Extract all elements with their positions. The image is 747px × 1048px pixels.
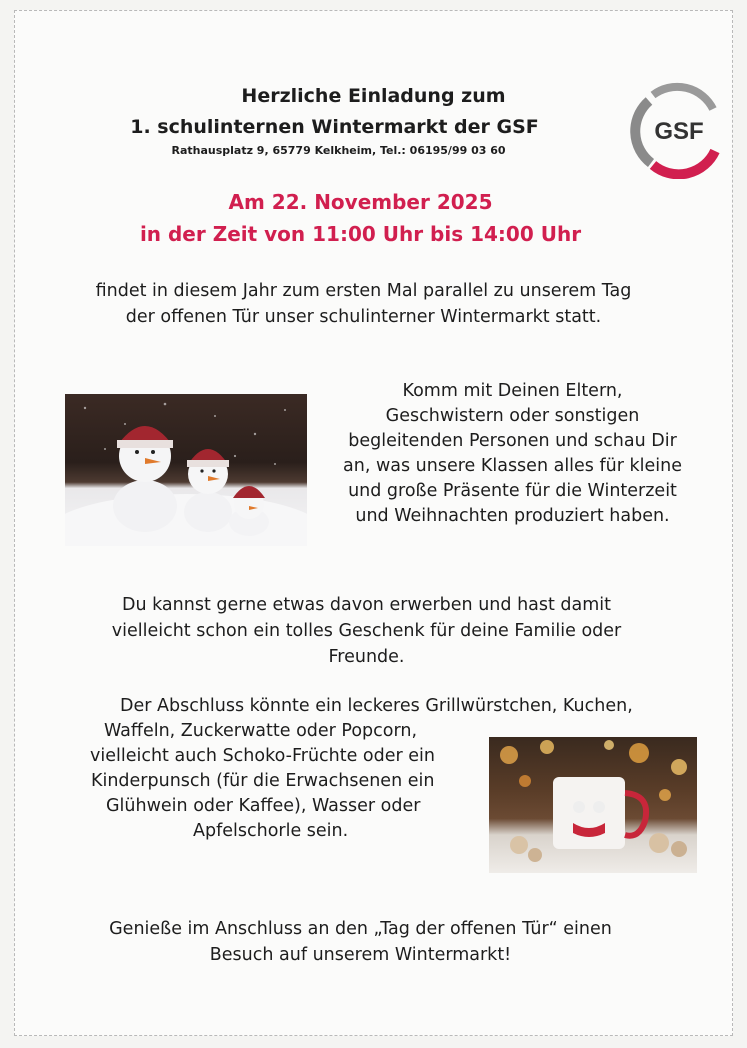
invite-line: Geschwistern oder sonstigen xyxy=(385,406,640,426)
food-line: Apfelschorle sein. xyxy=(193,821,349,841)
event-date: Am 22. November 2025 xyxy=(228,190,493,214)
mug-photo xyxy=(489,737,697,873)
invite-paragraph xyxy=(320,379,705,529)
closing-line-2: Besuch auf unserem Wintermarkt! xyxy=(209,945,512,965)
intro-line-2: der offenen Tür unser schulinterner Wintermarkt statt. xyxy=(125,307,602,327)
food-line: Waffeln, Zuckerwatte oder Popcorn, xyxy=(104,721,418,741)
school-address: Rathausplatz 9, 65779 Kelkheim, Tel.: 06195/99 03 60 xyxy=(171,144,506,157)
food-line: Glühwein oder Kaffee), Wasser oder xyxy=(106,796,421,816)
logo-text: GSF xyxy=(654,118,704,145)
invite-line: und Weihnachten produziert haben. xyxy=(355,506,670,526)
event-title: 1. schulinternen Wintermarkt der GSF xyxy=(130,116,539,138)
closing-line-1: Genieße im Anschluss an den „Tag der offenen Tür“ einen xyxy=(109,919,612,939)
invite-line: Komm mit Deinen Eltern, xyxy=(402,381,623,401)
invitation-heading: Herzliche Einladung zum xyxy=(241,85,506,107)
gsf-logo xyxy=(623,79,723,179)
food-line: vielleicht auch Schoko-Früchte oder ein xyxy=(90,746,435,766)
purchase-line-1: Du kannst gerne etwas davon erwerben und hast damit xyxy=(121,595,612,615)
purchase-line-3: Freunde. xyxy=(328,647,405,667)
purchase-line-2: vielleicht schon ein tolles Geschenk für deine Familie oder xyxy=(111,621,622,641)
snowmen-photo xyxy=(65,394,307,546)
food-line: Der Abschluss könnte ein leckeres Grillwürstchen, Kuchen, xyxy=(120,696,633,716)
invite-line: und große Präsente für die Winterzeit xyxy=(348,481,677,501)
event-time: in der Zeit von 11:00 Uhr bis 14:00 Uhr xyxy=(139,222,582,246)
food-line: Kinderpunsch (für die Erwachsenen ein xyxy=(91,771,435,791)
invite-line: an, was unsere Klassen alles für kleine xyxy=(343,456,682,476)
intro-line-1: findet in diesem Jahr zum ersten Mal parallel zu unserem Tag xyxy=(95,281,632,301)
flyer-page xyxy=(14,10,733,1036)
invite-line: begleitenden Personen und schau Dir xyxy=(348,431,677,451)
